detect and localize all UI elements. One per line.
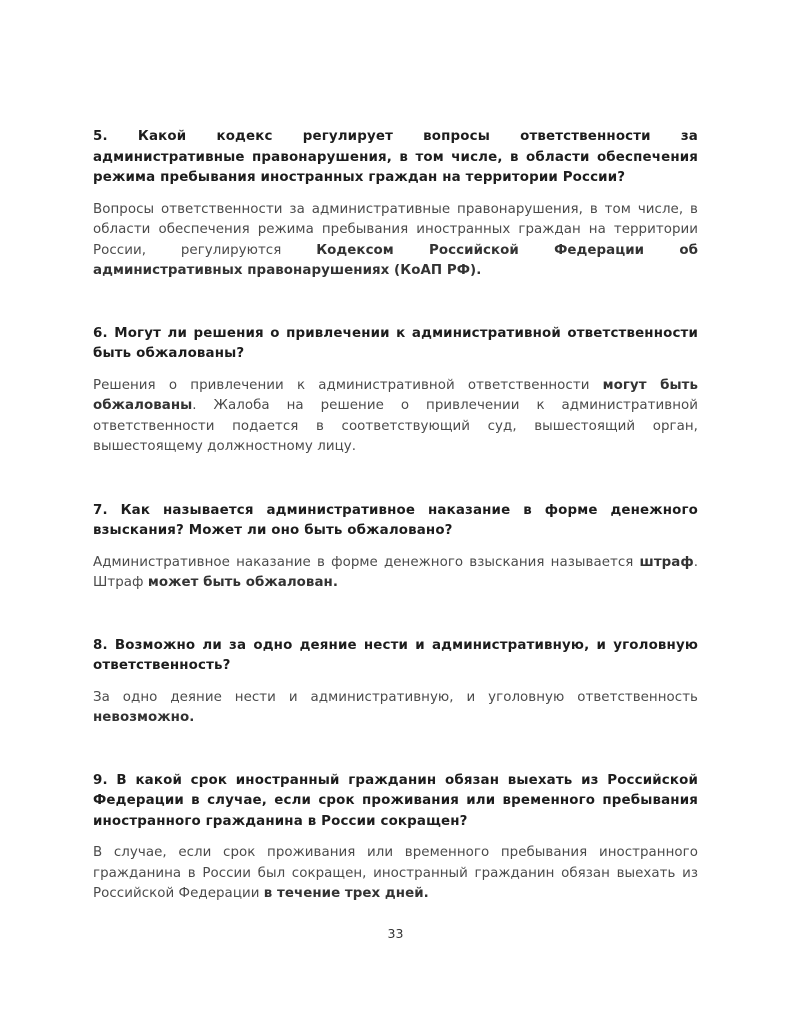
answer-6-emphasis: могут быть обжалованы [93,377,698,413]
answer-8-emphasis: невозможно. [93,710,195,725]
qa-item-6 [93,324,698,458]
question-9: 9. В какой срок иностранный гражданин обязан выехать из Российской Федерации в случае, если срок проживания или временного пребывания иностранного гражданина в России сокращен? [93,772,698,829]
answer-8-text: За одно деяние нести и административную, и уголовную ответственность [93,689,698,705]
page-number: 33 [387,926,404,941]
question-6: 6. Могут ли решения о привлечении к административной ответственности быть обжалованы? [93,325,698,361]
qa-item-9 [93,771,698,905]
answer-6-text: Решения о привлечении к административной ответственности [93,377,603,393]
question-5: 5. Какой кодекс регулирует вопросы ответственности за административные правонарушения, в том числе, в области обеспечения режима пребывания иностранных граждан на территории России? [93,129,698,185]
question-8: 8. Возможно ли за одно деяние нести и административную, и уголовную ответственность? [93,637,698,673]
answer-5 [93,200,698,282]
qa-item-7 [93,501,698,594]
answer-9 [93,843,698,905]
answer-8 [93,688,698,729]
question-7: 7. Как называется административное наказание в форме денежного взыскания? Может ли оно быть обжаловано? [93,502,698,538]
qa-item-5 [93,127,698,282]
document-body [93,127,698,905]
answer-7-emphasis: штраф [639,554,694,570]
answer-7-emphasis-2: может быть обжалован. [147,575,338,590]
answer-6-text-continued: . Жалоба на решение о привлечении к административной ответственности подается в соответствующий суд, вышестоящий орган, вышестоящему должностному лицу. [93,398,698,454]
answer-5-text: Вопросы ответственности за административные правонарушения, в том числе, в области обеспечения режима пребывания иностранных граждан на территории России, регулируются [93,201,698,258]
answer-6 [93,376,698,458]
qa-item-8 [93,636,698,729]
answer-7 [93,553,698,594]
answer-5-emphasis: Кодексом Российской Федерации об административных правонарушениях (КоАП РФ). [93,242,698,278]
answer-9-text: В случае, если срок проживания или временного пребывания иностранного гражданина в России был сокращен, иностранный гражданин обязан выехать из Российской Федерации [93,845,698,901]
answer-9-emphasis: в течение трех дней. [263,886,429,901]
answer-7-text: Административное наказание в форме денежного взыскания называется [93,554,640,570]
answer-7-text-continued: . Штраф [93,554,698,590]
